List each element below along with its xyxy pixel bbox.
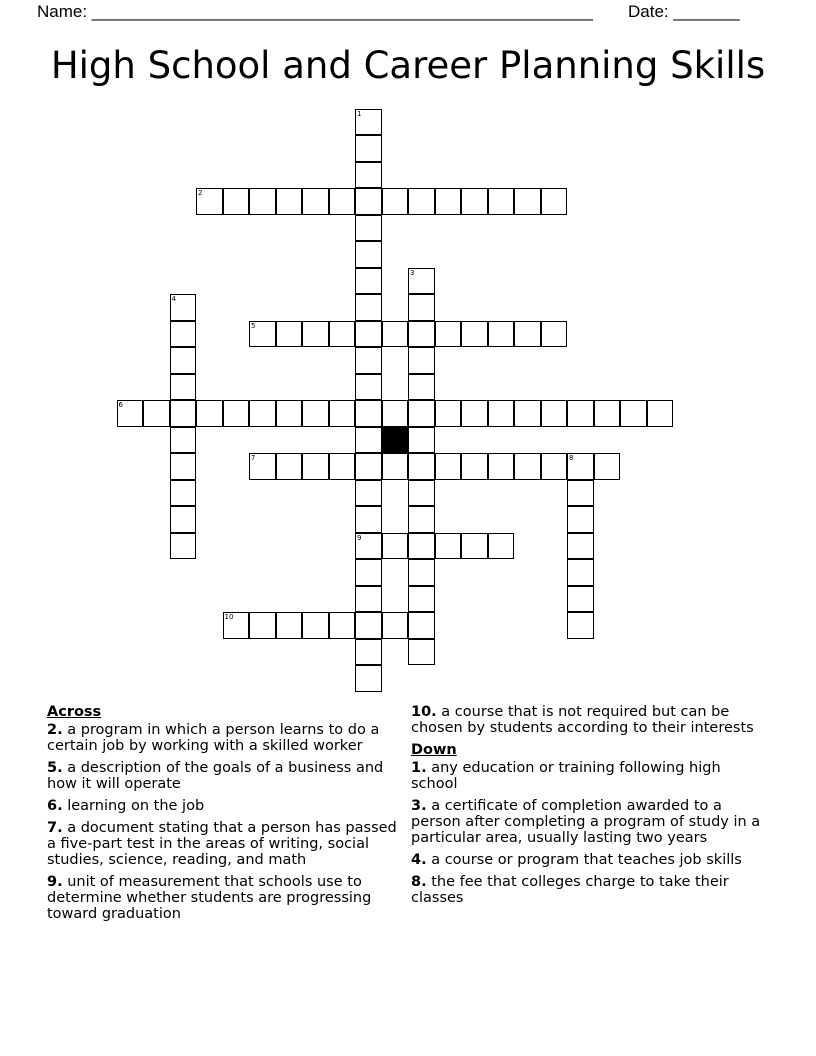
crossword-cell[interactable]	[435, 453, 462, 480]
crossword-cell[interactable]	[461, 400, 488, 427]
right-clues	[411, 704, 771, 912]
name-field[interactable]: Name: _____________________________________________________	[37, 2, 593, 21]
crossword-cell[interactable]	[249, 400, 276, 427]
crossword-cell[interactable]	[567, 480, 594, 507]
crossword-cell[interactable]	[382, 321, 409, 348]
clue-number: 6	[118, 401, 123, 409]
clue-number: 9.	[47, 874, 63, 890]
crossword-cell[interactable]	[541, 400, 568, 427]
crossword-cell[interactable]	[170, 480, 197, 507]
clue-number: 4	[171, 295, 176, 303]
crossword-cell[interactable]	[408, 586, 435, 613]
crossword-cell[interactable]	[143, 400, 170, 427]
crossword-cell[interactable]	[170, 453, 197, 480]
crossword-cell[interactable]	[249, 188, 276, 215]
clue-number: 3.	[411, 798, 427, 814]
crossword-cell[interactable]	[302, 188, 329, 215]
clue-text: a course that is not required but can be chosen by students according to their interests	[411, 704, 754, 736]
clue-number: 4.	[411, 852, 427, 868]
crossword-cell[interactable]	[170, 533, 197, 560]
clue-text: a description of the goals of a business and how it will operate	[47, 760, 384, 792]
clue	[47, 874, 407, 922]
clue	[47, 760, 407, 792]
clue-number: 10	[224, 613, 234, 621]
clue-text: a course or program that teaches job skills	[431, 852, 742, 868]
across-heading: Across	[47, 704, 102, 720]
crossword-cell[interactable]	[567, 559, 594, 586]
crossword-cell[interactable]	[355, 480, 382, 507]
crossword-cell[interactable]	[594, 453, 621, 480]
crossword-cell[interactable]	[408, 347, 435, 374]
crossword-cell[interactable]	[355, 506, 382, 533]
crossword-cell[interactable]	[355, 135, 382, 162]
clue-number: 8.	[411, 874, 427, 890]
crossword-cell[interactable]	[170, 321, 197, 348]
crossword-cell[interactable]	[223, 188, 250, 215]
date-field[interactable]: Date: _______	[628, 2, 740, 21]
crossword-cell[interactable]	[435, 188, 462, 215]
crossword-cell[interactable]	[620, 400, 647, 427]
clue	[47, 798, 407, 814]
crossword-cell[interactable]	[435, 400, 462, 427]
crossword-cell[interactable]	[408, 188, 435, 215]
crossword-cell[interactable]	[355, 427, 382, 454]
down-heading: Down	[411, 742, 457, 758]
crossword-cell[interactable]	[302, 400, 329, 427]
crossword-cell[interactable]	[170, 374, 197, 401]
crossword-cell[interactable]	[355, 162, 382, 189]
crossword-cell[interactable]	[276, 321, 303, 348]
crossword-cell[interactable]	[408, 480, 435, 507]
crossword-cell[interactable]	[276, 612, 303, 639]
crossword-cell[interactable]	[249, 612, 276, 639]
crossword-cell[interactable]	[408, 400, 435, 427]
crossword-cell[interactable]	[488, 400, 515, 427]
clue-number: 10.	[411, 704, 437, 720]
crossword-cell[interactable]	[567, 586, 594, 613]
crossword-cell[interactable]	[355, 586, 382, 613]
crossword-cell[interactable]	[329, 612, 356, 639]
crossword-cell[interactable]	[461, 453, 488, 480]
crossword-cell[interactable]	[435, 533, 462, 560]
crossword-cell[interactable]	[408, 374, 435, 401]
crossword-cell[interactable]	[488, 321, 515, 348]
crossword-cell[interactable]	[408, 612, 435, 639]
crossword-cell[interactable]	[541, 321, 568, 348]
clue-number: 2.	[47, 722, 63, 738]
crossword-cell[interactable]	[514, 188, 541, 215]
crossword-cell[interactable]	[488, 188, 515, 215]
crossword-cell[interactable]	[302, 453, 329, 480]
crossword-cell[interactable]	[223, 612, 250, 639]
crossword-cell[interactable]	[647, 400, 674, 427]
crossword-cell[interactable]	[355, 215, 382, 242]
crossword-cell[interactable]	[355, 268, 382, 295]
crossword-cell[interactable]	[408, 453, 435, 480]
crossword-cell[interactable]	[170, 294, 197, 321]
clue-text: a certificate of completion awarded to a person after completing a program of study in a particular area, usually lasting two years	[411, 798, 761, 846]
crossword-cell[interactable]	[329, 400, 356, 427]
clue	[411, 704, 771, 736]
clue-number: 5	[251, 321, 256, 330]
crossword-cell[interactable]	[170, 427, 197, 454]
crossword-cell[interactable]	[408, 559, 435, 586]
crossword-cell[interactable]	[329, 321, 356, 348]
clue-number: 3	[410, 268, 415, 277]
clue-number: 7.	[47, 820, 63, 836]
crossword-cell[interactable]	[514, 453, 541, 480]
crossword-cell[interactable]	[117, 400, 144, 427]
crossword-cell[interactable]	[355, 294, 382, 321]
crossword-cell[interactable]	[196, 188, 223, 215]
clue-number: 9	[357, 533, 362, 542]
crossword-cell[interactable]	[514, 321, 541, 348]
crossword-cell[interactable]	[488, 453, 515, 480]
crossword-cell[interactable]	[249, 453, 276, 480]
crossword-cell[interactable]	[408, 639, 435, 666]
crossword-cell[interactable]	[541, 453, 568, 480]
crossword-cell[interactable]	[170, 400, 197, 427]
clue-number: 5.	[47, 760, 63, 776]
crossword-cell[interactable]	[408, 321, 435, 348]
clue-number: 1	[357, 109, 362, 118]
crossword-cell[interactable]	[355, 241, 382, 268]
crossword-cell[interactable]	[355, 347, 382, 374]
crossword-cell[interactable]	[382, 188, 409, 215]
clue	[47, 820, 407, 868]
clue-text: a program in which a person learns to do a certain job by working with a skilled worker	[47, 722, 380, 754]
across-clues	[47, 700, 407, 928]
clue-number: 8	[569, 454, 574, 462]
crossword-cell[interactable]	[382, 453, 409, 480]
clue-text: any education or training following high school	[411, 760, 721, 792]
crossword-cell[interactable]	[355, 400, 382, 427]
crossword-cell[interactable]	[355, 639, 382, 666]
clue	[411, 798, 771, 846]
crossword-cell[interactable]	[355, 188, 382, 215]
crossword-cell[interactable]	[302, 321, 329, 348]
crossword-cell[interactable]	[408, 506, 435, 533]
crossword-cell[interactable]	[170, 506, 197, 533]
crossword-cell[interactable]	[408, 533, 435, 560]
clue-text: learning on the job	[67, 798, 205, 814]
crossword-cell[interactable]	[488, 533, 515, 560]
clue	[47, 722, 407, 754]
clue-number: 7	[251, 454, 256, 462]
clue-number: 6.	[47, 798, 63, 814]
crossword-cell[interactable]	[461, 533, 488, 560]
crossword-cell[interactable]	[382, 612, 409, 639]
crossword-cell[interactable]	[567, 612, 594, 639]
crossword-cell[interactable]	[382, 400, 409, 427]
crossword-cell[interactable]	[461, 188, 488, 215]
crossword-cell[interactable]	[196, 400, 223, 427]
page-title: High School and Career Planning Skills	[50, 44, 766, 87]
crossword-cell[interactable]	[541, 188, 568, 215]
crossword-cell[interactable]	[302, 612, 329, 639]
clue-text: the fee that colleges charge to take their classes	[411, 874, 729, 906]
crossword-cell[interactable]	[355, 665, 382, 692]
crossword-cell[interactable]	[382, 533, 409, 560]
crossword-cell[interactable]	[355, 533, 382, 560]
crossword-cell[interactable]	[408, 427, 435, 454]
crossword-cell[interactable]	[355, 109, 382, 136]
crossword-cell[interactable]	[355, 374, 382, 401]
crossword-cell[interactable]	[567, 506, 594, 533]
crossword-cell[interactable]	[355, 321, 382, 348]
crossword-cell[interactable]	[514, 400, 541, 427]
crossword-cell[interactable]	[355, 559, 382, 586]
black-cell	[382, 427, 409, 454]
crossword-cell[interactable]	[276, 400, 303, 427]
crossword-cell[interactable]	[329, 188, 356, 215]
clue-number: 1.	[411, 760, 427, 776]
clue-text: unit of measurement that schools use to determine whether students are progressing toward graduation	[47, 874, 372, 922]
clue	[411, 852, 771, 868]
crossword-cell[interactable]	[276, 188, 303, 215]
crossword-cell[interactable]	[408, 268, 435, 295]
crossword-cell[interactable]	[567, 453, 594, 480]
crossword-cell[interactable]	[249, 321, 276, 348]
clue	[411, 874, 771, 906]
crossword-cell[interactable]	[408, 294, 435, 321]
crossword-cell[interactable]	[329, 453, 356, 480]
crossword-cell[interactable]	[355, 612, 382, 639]
crossword-cell[interactable]	[276, 453, 303, 480]
crossword-cell[interactable]	[594, 400, 621, 427]
crossword-cell[interactable]	[355, 453, 382, 480]
clue-number: 2	[198, 189, 203, 197]
crossword-cell[interactable]	[567, 400, 594, 427]
crossword-cell[interactable]	[223, 400, 250, 427]
crossword-cell[interactable]	[435, 321, 462, 348]
crossword-cell[interactable]	[567, 533, 594, 560]
crossword-cell[interactable]	[170, 347, 197, 374]
clue-text: a document stating that a person has passed a five-part test in the areas of writing, social studies, science, reading, and math	[47, 820, 397, 868]
clue	[411, 760, 771, 792]
crossword-cell[interactable]	[461, 321, 488, 348]
